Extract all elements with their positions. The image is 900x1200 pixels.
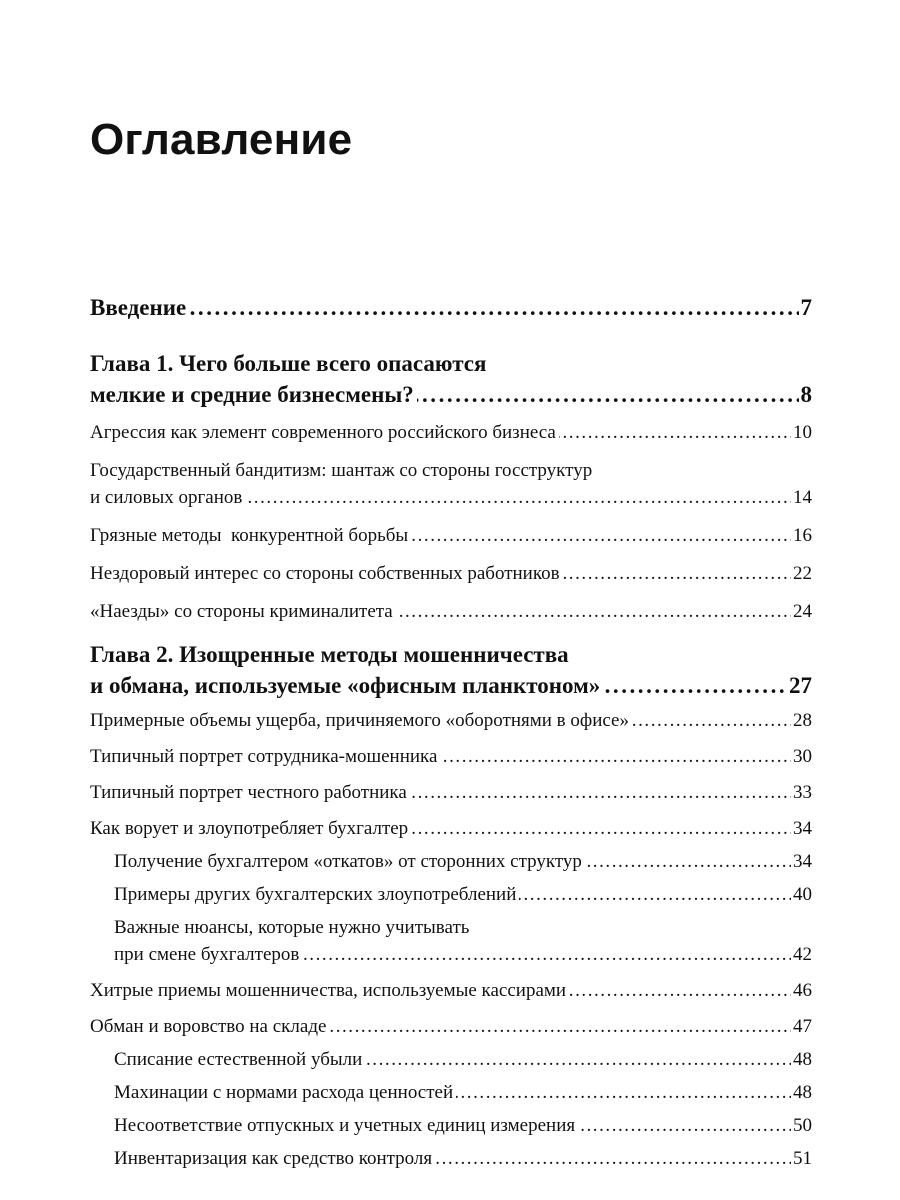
toc-entry-section[interactable] xyxy=(90,560,812,587)
toc-entry-title: Получение бухгалтером «откатов» от сторонних структур xyxy=(114,851,585,872)
table-of-contents xyxy=(90,292,812,1172)
toc-entry-subsection[interactable] xyxy=(90,914,812,968)
toc-entry-page: 34 xyxy=(791,848,812,875)
toc-entry-page: 22 xyxy=(791,560,812,587)
toc-entry-title-line2: и силовых органов xyxy=(90,487,245,508)
toc-entry-title: Нездоровый интерес со стороны собственных работников xyxy=(90,563,563,584)
dot-leader xyxy=(90,292,812,323)
toc-entry-page: 47 xyxy=(791,1013,812,1040)
toc-entry-section[interactable] xyxy=(90,707,812,734)
toc-entry-page: 46 xyxy=(791,977,812,1004)
toc-entry-page: 40 xyxy=(791,881,812,908)
toc-entry-page: 14 xyxy=(791,484,812,511)
toc-entry-title: Как ворует и злоупотребляет бухгалтер xyxy=(90,818,411,839)
toc-entry-title: Типичный портрет сотрудника-мошенника xyxy=(90,746,440,767)
toc-entry-title: Примерные объемы ущерба, причиняемого «оборотнями в офисе» xyxy=(90,710,632,731)
toc-entry-section[interactable] xyxy=(90,598,812,625)
toc-entry-title-line1: Государственный бандитизм: шантаж со стороны госструктур xyxy=(90,460,593,481)
toc-entry-subsection[interactable] xyxy=(90,1112,812,1139)
toc-entry-section[interactable] xyxy=(90,815,812,842)
toc-entry-page: 8 xyxy=(799,379,813,410)
toc-entry-page: 7 xyxy=(799,292,813,323)
toc-entry-page: 42 xyxy=(791,941,812,968)
toc-entry-chapter-1[interactable] xyxy=(90,348,812,410)
toc-entry-title-line1: Важные нюансы, которые нужно учитывать xyxy=(114,917,470,938)
toc-entry-section[interactable] xyxy=(90,522,812,549)
toc-entry-title: Типичный портрет честного работника xyxy=(90,782,410,803)
toc-entry-title: Примеры других бухгалтерских злоупотреблений xyxy=(114,884,519,905)
toc-entry-title: Агрессия как элемент современного российского бизнеса xyxy=(90,422,559,443)
toc-entry-page: 50 xyxy=(791,1112,812,1139)
toc-entry-section[interactable] xyxy=(90,457,812,511)
toc-entry-page: 48 xyxy=(791,1079,812,1106)
toc-entry-subsection[interactable] xyxy=(90,881,812,908)
toc-entry-title-line2: мелкие и средние бизнесмены? xyxy=(90,382,417,407)
toc-entry-page: 28 xyxy=(791,707,812,734)
toc-entry-page: 10 xyxy=(791,419,812,446)
toc-entry-page: 34 xyxy=(791,815,812,842)
toc-entry-title: Хитрые приемы мошенничества, используемые кассирами xyxy=(90,980,569,1001)
toc-entry-subsection[interactable] xyxy=(90,1046,812,1073)
toc-entry-section[interactable] xyxy=(90,977,812,1004)
toc-entry-page: 33 xyxy=(791,779,812,806)
toc-entry-title: Обман и воровство на складе xyxy=(90,1016,329,1037)
toc-entry-page: 16 xyxy=(791,522,812,549)
toc-entry-title-line1: Глава 1. Чего больше всего опасаются xyxy=(90,351,487,376)
toc-entry-title: Махинации с нормами расхода ценностей xyxy=(114,1082,456,1103)
toc-entry-section[interactable] xyxy=(90,1013,812,1040)
toc-entry-introduction[interactable] xyxy=(90,292,812,323)
toc-entry-page: 48 xyxy=(791,1046,812,1073)
toc-entry-title: Несоответствие отпускных и учетных единиц измерения xyxy=(114,1115,578,1136)
toc-entry-section[interactable] xyxy=(90,419,812,446)
toc-entry-title: Списание естественной убыли xyxy=(114,1049,365,1070)
toc-entry-page: 30 xyxy=(791,743,812,770)
toc-entry-title: «Наезды» со стороны криминалитета xyxy=(90,601,396,622)
toc-entry-title-line1: Глава 2. Изощренные методы мошенничества xyxy=(90,642,569,667)
toc-entry-title-line2: при смене бухгалтеров xyxy=(114,944,302,965)
toc-entry-section[interactable] xyxy=(90,743,812,770)
toc-entry-title-line2: и обмана, используемые «офисным планктоном» xyxy=(90,673,603,698)
toc-entry-page: 24 xyxy=(791,598,812,625)
toc-entry-page: 27 xyxy=(787,670,812,701)
toc-entry-title: Инвентаризация как средство контроля xyxy=(114,1148,435,1169)
page-title: Оглавление xyxy=(90,115,353,164)
toc-entry-title: Грязные методы конкурентной борьбы xyxy=(90,525,411,546)
toc-entry-subsection[interactable] xyxy=(90,848,812,875)
toc-entry-page: 51 xyxy=(791,1145,812,1172)
toc-entry-subsection[interactable] xyxy=(90,1145,812,1172)
toc-entry-section[interactable] xyxy=(90,779,812,806)
toc-entry-subsection[interactable] xyxy=(90,1079,812,1106)
toc-entry-title: Введение xyxy=(90,295,189,320)
toc-entry-chapter-2[interactable] xyxy=(90,639,812,701)
